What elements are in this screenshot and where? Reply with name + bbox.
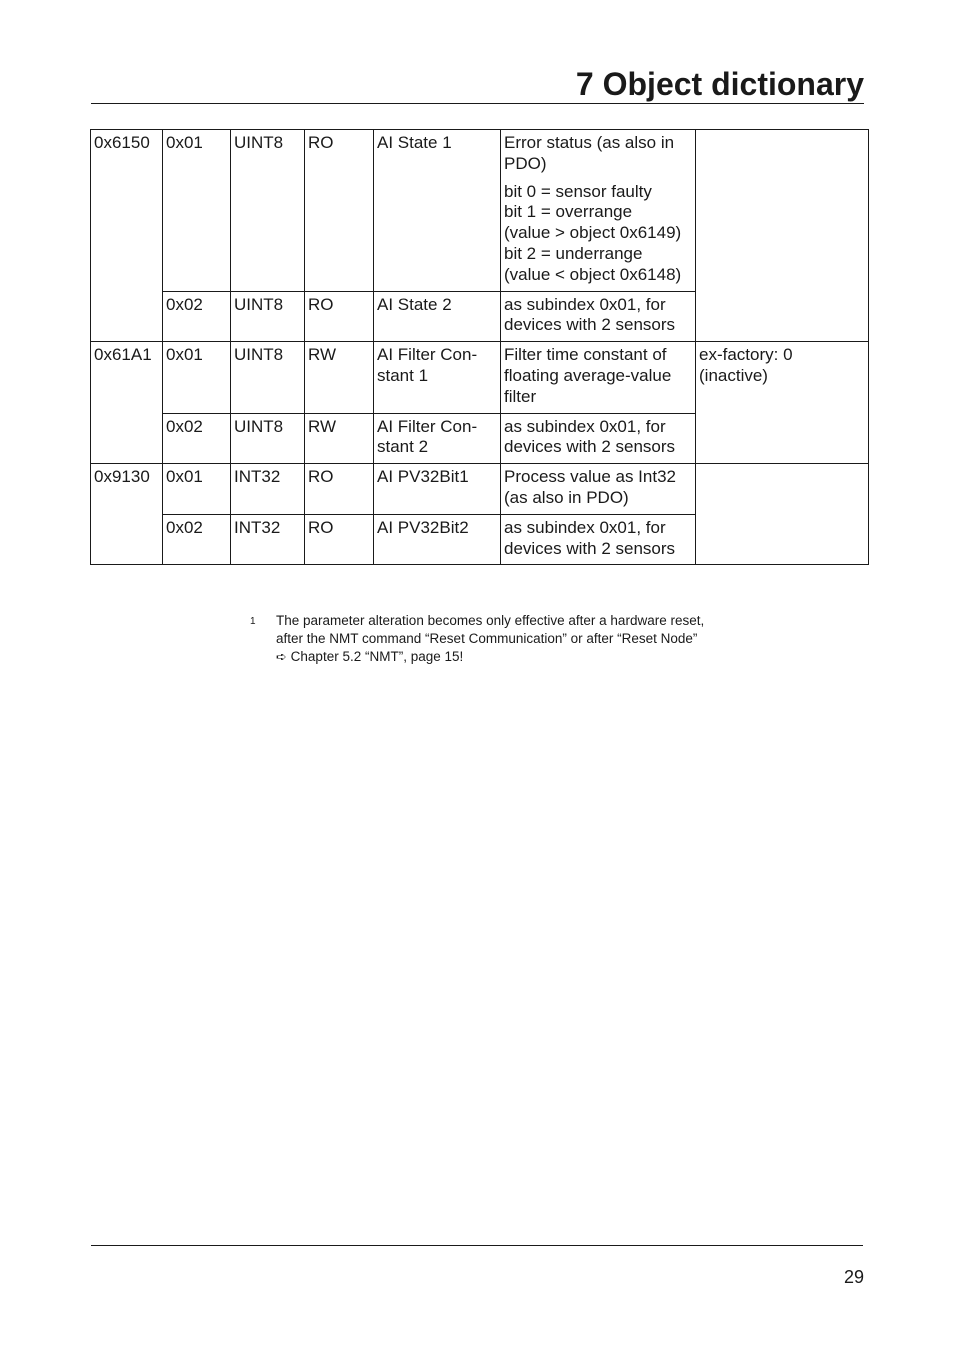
name-line: AI State 1 bbox=[377, 133, 452, 152]
description-line: devices with 2 sensors bbox=[504, 437, 676, 457]
description-line: as subindex 0x01, for bbox=[504, 416, 666, 436]
description-line: filter bbox=[504, 386, 537, 406]
access-cell: RW bbox=[305, 413, 374, 464]
description-detail-line: (value > object 0x6149) bbox=[504, 223, 682, 243]
type-cell: INT32 bbox=[231, 514, 305, 565]
footer-divider bbox=[91, 1245, 863, 1246]
chapter-reference: Chapter 5.2 “NMT”, page 15! bbox=[290, 649, 464, 664]
description-cell bbox=[501, 413, 696, 464]
name-line: AI PV32Bit2 bbox=[377, 517, 469, 537]
subindex-cell: 0x02 bbox=[163, 413, 231, 464]
access-cell: RO bbox=[305, 514, 374, 565]
type-cell: UINT8 bbox=[231, 413, 305, 464]
description-line: Filter time constant of bbox=[504, 345, 667, 365]
description-cell bbox=[501, 130, 696, 292]
name-line: AI Filter Con- bbox=[377, 345, 478, 365]
table-row bbox=[91, 130, 869, 292]
subindex-cell: 0x02 bbox=[163, 514, 231, 565]
description-line: floating average-value bbox=[504, 365, 672, 385]
subindex-cell: 0x01 bbox=[163, 464, 231, 515]
remark-cell bbox=[696, 464, 869, 565]
description-detail-line: (value < object 0x6148) bbox=[504, 264, 682, 284]
type-cell: INT32 bbox=[231, 464, 305, 515]
remark-cell bbox=[696, 342, 869, 464]
description-line: PDO) bbox=[504, 153, 547, 173]
footnote-mark: 1 bbox=[250, 616, 256, 627]
footnote-line-1: The parameter alteration becomes only effective after a hardware reset, bbox=[276, 613, 705, 628]
description-line: Process value as Int32 bbox=[504, 467, 676, 487]
access-cell: RO bbox=[305, 464, 374, 515]
type-cell: UINT8 bbox=[231, 130, 305, 292]
name-line: AI Filter Con- bbox=[377, 416, 478, 436]
description-detail-line: bit 2 = underrange bbox=[504, 243, 643, 263]
description-line: devices with 2 sensors bbox=[504, 538, 676, 558]
subindex-cell: 0x01 bbox=[163, 342, 231, 413]
name-cell bbox=[374, 514, 501, 565]
footnote-line-3 bbox=[276, 648, 770, 666]
type-cell: UINT8 bbox=[231, 342, 305, 413]
access-cell: RO bbox=[305, 130, 374, 292]
name-line: AI PV32Bit1 bbox=[377, 467, 469, 487]
description-cell bbox=[501, 514, 696, 565]
description-line: Error status (as also in bbox=[504, 133, 675, 152]
subindex-cell: 0x02 bbox=[163, 291, 231, 342]
table-row bbox=[91, 342, 869, 413]
name-cell bbox=[374, 413, 501, 464]
name-line: AI State 2 bbox=[377, 294, 452, 314]
name-cell bbox=[374, 130, 501, 292]
name-line: stant 1 bbox=[377, 365, 429, 385]
description-line: (as also in PDO) bbox=[504, 487, 629, 507]
footnote-line-2: after the NMT command “Reset Communication” or after “Reset Node” bbox=[276, 631, 698, 646]
remark-cell bbox=[696, 130, 869, 342]
paragraph-gap bbox=[504, 175, 692, 182]
type-cell: UINT8 bbox=[231, 291, 305, 342]
object-dictionary-table bbox=[90, 129, 869, 565]
name-cell bbox=[374, 464, 501, 515]
description-detail-line: bit 1 = overrange bbox=[504, 202, 633, 222]
header-divider bbox=[91, 103, 864, 104]
remark-line: (inactive) bbox=[699, 365, 768, 385]
description-line: as subindex 0x01, for bbox=[504, 294, 666, 314]
description-line: devices with 2 sensors bbox=[504, 315, 676, 335]
index-cell: 0x61A1 bbox=[91, 342, 163, 464]
table-body bbox=[91, 130, 869, 565]
arrow-right-icon: ➪ bbox=[276, 649, 287, 664]
index-cell: 0x9130 bbox=[91, 464, 163, 565]
description-cell bbox=[501, 342, 696, 413]
access-cell: RO bbox=[305, 291, 374, 342]
footnote bbox=[250, 612, 770, 666]
description-line: as subindex 0x01, for bbox=[504, 517, 666, 537]
index-cell: 0x6150 bbox=[91, 130, 163, 342]
page-number: 29 bbox=[843, 1267, 864, 1287]
name-cell bbox=[374, 342, 501, 413]
description-cell bbox=[501, 464, 696, 515]
description-detail-line: bit 0 = sensor faulty bbox=[504, 181, 652, 201]
remark-line: ex-factory: 0 bbox=[699, 345, 793, 365]
access-cell: RW bbox=[305, 342, 374, 413]
name-cell bbox=[374, 291, 501, 342]
description-cell bbox=[501, 291, 696, 342]
chapter-title: 7 Object dictionary bbox=[575, 66, 864, 102]
table-row bbox=[91, 464, 869, 515]
name-line: stant 2 bbox=[377, 437, 429, 457]
subindex-cell: 0x01 bbox=[163, 130, 231, 292]
